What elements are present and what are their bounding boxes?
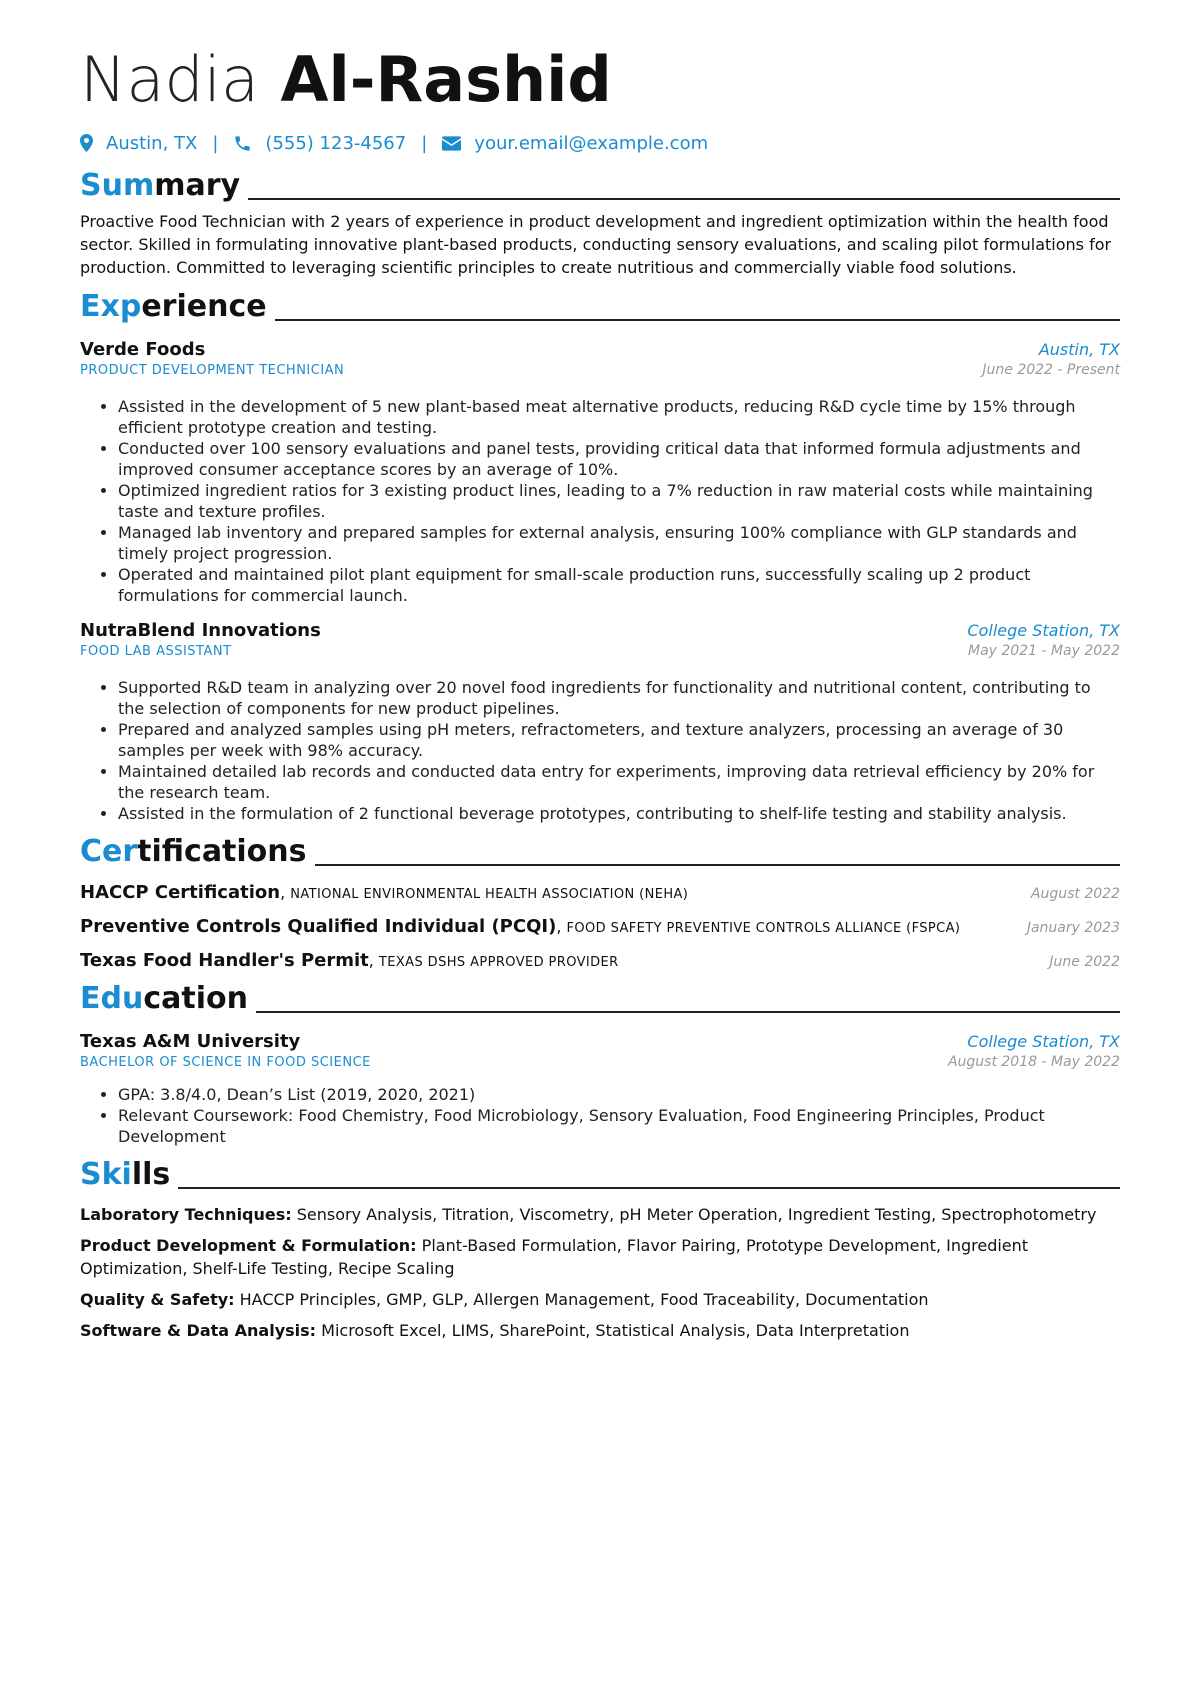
- list-item: • Operated and maintained pilot plant equipment for small-scale production runs, successfully scaling up 2 product formulations for commercial launch.: [118, 564, 1120, 606]
- certification-date: June 2022: [1049, 954, 1120, 970]
- certification-list: [80, 882, 1120, 971]
- entry-location: College Station, TX: [967, 621, 1120, 640]
- list-item: • Prepared and analyzed samples using pH meters, refractometers, and texture analyzers, processing an average of 30 samples per week with 98% accuracy.: [118, 719, 1120, 761]
- skill-value: Sensory Analysis, Titration, Viscometry, pH Meter Operation, Ingredient Testing, Spectrophotometry: [296, 1205, 1097, 1224]
- job-title: PRODUCT DEVELOPMENT TECHNICIAN: [80, 363, 345, 378]
- certification-item: HACCP Certification, NATIONAL ENVIRONMENTAL HEALTH ASSOCIATION (NEHA) August 2022: [80, 882, 1120, 903]
- entry-location: College Station, TX: [967, 1032, 1120, 1051]
- skill-row: [80, 1203, 1120, 1226]
- degree-title: BACHELOR OF SCIENCE IN FOOD SCIENCE: [80, 1055, 371, 1070]
- skill-row: [80, 1288, 1120, 1311]
- school-name: Texas A&M University: [80, 1031, 301, 1052]
- section-rule: [178, 1187, 1120, 1189]
- list-item: • Assisted in the formulation of 2 functional beverage prototypes, contributing to shelf-life testing and stability analysis.: [118, 803, 1120, 824]
- skill-row: [80, 1234, 1120, 1280]
- education-entry: [80, 1031, 1120, 1147]
- certification-name: Texas Food Handler's Permit: [80, 950, 369, 971]
- section-header: [80, 830, 1120, 870]
- phone-icon: [233, 134, 252, 153]
- first-name: Nadia: [80, 43, 259, 116]
- skill-value: HACCP Principles, GMP, GLP, Allergen Management, Food Traceability, Documentation: [239, 1290, 929, 1309]
- section-rule: [248, 198, 1120, 200]
- contact-bar: [80, 128, 1120, 158]
- envelope-icon: [442, 136, 461, 151]
- certification-item: Texas Food Handler's Permit, TEXAS DSHS APPROVED PROVIDER June 2022: [80, 950, 1120, 971]
- skill-label: Quality & Safety:: [80, 1290, 235, 1309]
- entry-date: May 2021 - May 2022: [968, 643, 1120, 659]
- list-item: • Optimized ingredient ratios for 3 existing product lines, leading to a 7% reduction in raw material costs while maintaining taste and texture profiles.: [118, 480, 1120, 522]
- summary-text: Proactive Food Technician with 2 years of experience in product development and ingredient optimization within the health food sector. Skilled in formulating innovative plant-based products, conducting sensory evaluations, and scaling pilot formulations for production. Committed to leveraging scientific principles to create nutritious and commercially viable food solutions.: [80, 212, 1112, 277]
- certification-date: August 2022: [1030, 886, 1120, 902]
- section-title: Experience: [80, 289, 267, 324]
- certifications-section: [80, 830, 1120, 971]
- experience-section: [80, 285, 1120, 824]
- section-rule: [275, 319, 1120, 321]
- location-text: Austin, TX: [106, 132, 198, 154]
- entry-date: August 2018 - May 2022: [947, 1054, 1120, 1070]
- skill-label: Software & Data Analysis:: [80, 1321, 317, 1340]
- certification-issuer: FOOD SAFETY PREVENTIVE CONTROLS ALLIANCE (FSPCA): [566, 921, 961, 936]
- skill-label: Laboratory Techniques:: [80, 1205, 292, 1224]
- section-title: Education: [80, 981, 248, 1016]
- email-text: your.email@example.com: [474, 132, 709, 154]
- skill-value: Microsoft Excel, LIMS, SharePoint, Statistical Analysis, Data Interpretation: [321, 1321, 910, 1340]
- list-item: • Managed lab inventory and prepared samples for external analysis, ensuring 100% compliance with GLP standards and timely project progression.: [118, 522, 1120, 564]
- list-item: • Relevant Coursework: Food Chemistry, Food Microbiology, Sensory Evaluation, Food Engineering Principles, Product Development: [118, 1105, 1120, 1147]
- certification-issuer: NATIONAL ENVIRONMENTAL HEALTH ASSOCIATION (NEHA): [290, 887, 689, 902]
- contact-separator: |: [421, 132, 428, 154]
- contact-separator: |: [212, 132, 219, 154]
- certification-item: Preventive Controls Qualified Individual (PCQI), FOOD SAFETY PREVENTIVE CONTROLS ALLIANCE (FSPCA) January 2023: [80, 916, 1120, 937]
- skills-section: [80, 1153, 1120, 1342]
- skill-value: Plant-Based Formulation, Flavor Pairing, Prototype Development, Ingredient Optimization, Shelf-Life Testing, Recipe Scaling: [80, 1236, 1029, 1278]
- experience-entry: [80, 620, 1120, 824]
- skill-label: Product Development & Formulation:: [80, 1236, 417, 1255]
- map-pin-icon: [80, 134, 93, 152]
- contact-phone[interactable]: [233, 133, 406, 154]
- phone-text: (555) 123-4567: [265, 132, 407, 154]
- list-item: • GPA: 3.8/4.0, Dean’s List (2019, 2020, 2021): [118, 1084, 1120, 1105]
- section-header: [80, 1153, 1120, 1193]
- bullet-list: [80, 396, 1120, 606]
- section-header: [80, 285, 1120, 325]
- certification-issuer: TEXAS DSHS APPROVED PROVIDER: [378, 955, 619, 970]
- last-name: Al-Rashid: [280, 43, 612, 116]
- section-title: Skills: [80, 1157, 171, 1192]
- candidate-name: [80, 40, 1120, 120]
- list-item: • Supported R&D team in analyzing over 20 novel food ingredients for functionality and nutritional content, contributing to the selection of components for new product pipelines.: [118, 677, 1120, 719]
- education-section: [80, 977, 1120, 1147]
- section-title: Summary: [80, 168, 241, 203]
- section-title: Certifications: [80, 834, 307, 869]
- section-header: [80, 164, 1120, 204]
- list-item: • Conducted over 100 sensory evaluations and panel tests, providing critical data that informed formula adjustments and improved consumer acceptance scores by an average of 10%.: [118, 438, 1120, 480]
- bullet-list: [80, 677, 1120, 824]
- skill-row: [80, 1319, 1120, 1342]
- certification-date: January 2023: [1026, 920, 1120, 936]
- experience-entry: [80, 339, 1120, 606]
- employer-name: Verde Foods: [80, 339, 206, 360]
- section-rule: [315, 864, 1120, 866]
- job-title: FOOD LAB ASSISTANT: [80, 644, 232, 659]
- list-item: • Maintained detailed lab records and conducted data entry for experiments, improving data retrieval efficiency by 20% for the research team.: [118, 761, 1120, 803]
- contact-location: [80, 133, 197, 154]
- section-header: [80, 977, 1120, 1017]
- certification-name: HACCP Certification: [80, 882, 281, 903]
- contact-email[interactable]: [442, 133, 708, 154]
- skill-list: [80, 1203, 1120, 1342]
- entry-location: Austin, TX: [1038, 340, 1120, 359]
- certification-name: Preventive Controls Qualified Individual (PCQI): [80, 916, 557, 937]
- list-item: • Assisted in the development of 5 new plant-based meat alternative products, reducing R&D cycle time by 15% through efficient prototype creation and testing.: [118, 396, 1120, 438]
- bullet-list: [80, 1084, 1120, 1147]
- summary-section: [80, 164, 1120, 279]
- section-rule: [256, 1011, 1120, 1013]
- employer-name: NutraBlend Innovations: [80, 620, 321, 641]
- entry-date: June 2022 - Present: [982, 362, 1120, 378]
